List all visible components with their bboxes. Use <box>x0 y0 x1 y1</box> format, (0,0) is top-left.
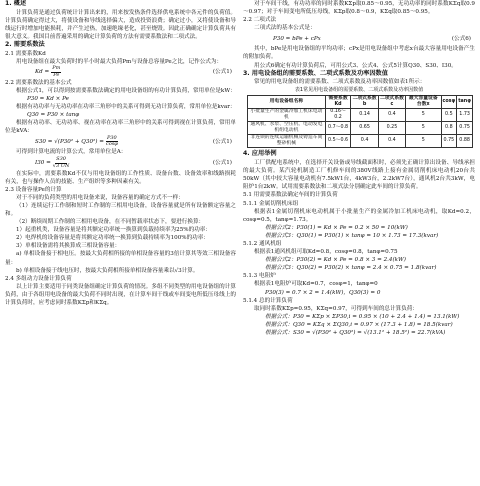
section-2-3-item-2b: 2）电焊机的设备容量是将其额定功率统一换算到负载持续率为100%的功率： <box>16 235 209 242</box>
table-cell: 0.5～0.6 <box>325 135 351 148</box>
table-header-cell: 二项式系数 c <box>379 96 404 108</box>
table-cell: 0.4 <box>378 135 405 148</box>
formula-5-tag: (公式1) <box>212 159 232 166</box>
table-cell: 5 <box>406 122 442 135</box>
section-2-3-item-3a: a) 单相设备接于相电压。按最大负荷相所接的单相设备容量的3倍计算其等效三相设备容量： <box>5 251 236 266</box>
formula-6-tag: (公式6) <box>451 35 471 42</box>
section-5-1-2-paragraph: 根据表1通风机组可取Kd=0.8，cosφ=0.8，tanφ=0.75 <box>254 249 398 256</box>
table-1-caption: 表1常见用电设备组的需要系数、二项式系数及功率因数值 <box>294 87 424 94</box>
formula-6 <box>243 32 475 45</box>
equation-5-1-4-c: 根据公式：S30 = √(P30² + Q30²) = √(13.1² + 18.5²) = 22.7(kVA) <box>265 330 446 336</box>
section-1-heading: 1. 概述 <box>5 0 27 7</box>
table-cell: 0.8 <box>441 122 457 135</box>
equation-5-1-3: P30(3) = 0.7 × 2 = 1.4(kW)，Q30(3) = 0 <box>265 289 381 296</box>
section-5-1-3-heading: 5.1.3 电阻炉 <box>243 273 276 280</box>
formula-5-denominator: √3 UN <box>52 162 70 169</box>
formula-4-numerator: P30 <box>106 134 117 141</box>
table-cell: 0.5 <box>441 109 457 122</box>
table-row <box>248 109 473 122</box>
right-top-paragraph: 对于车间干线，有功功率的同时系数KΣp取0.85～0.95，无功功率的同时系数KΣq取0.9～0.97；对于车间变电所低压母线，KΣp取0.8～0.9，KΣq取0.85～0.95。 <box>243 1 475 16</box>
formula-1-denominator: Pe <box>53 71 60 78</box>
table-cell: 0.88 <box>457 135 473 148</box>
section-2-2b-paragraph-2: 其中，bPe是用电设备组的平均功率；cPx是用电设备组中考虑x台最大容量用电设备产生的附加负荷。 <box>243 46 475 61</box>
equation-5-1-4-b: 根据公式：Q30 = KΣq × ΣQ30,i = 0.97 × (17.3 + 1.8) = 18.5(kvar) <box>265 321 453 328</box>
section-2-3-item-2: （2）断续周期工作制的三相用电设备，在不同暂载率状态下，要进行换算： <box>16 219 205 226</box>
formula-6-body: P30 = bPe + cPx <box>273 35 321 42</box>
table-cell: 小批量生产的金属冷加工机床电动机 <box>248 109 326 122</box>
table-header-cell: tanφ <box>457 96 473 109</box>
formula-3-intro: 根据有功功率与无功功率在功率三角形中的关系可得到无功计算负荷，常用单位是kvar： <box>16 104 236 111</box>
section-5-1-4-paragraph: 取同时系数KΣp=0.95，KΣq=0.97，可得到车间的总计算负荷： <box>254 305 418 312</box>
table-cell: 5 <box>406 135 442 148</box>
section-2-1-paragraph: 用电设备组在最大负荷时的半小时最大负荷Pm与设备总容量Pe之比，记作公式为： <box>16 58 223 65</box>
section-2-3-item-1: （1）连续运行工作制和短时工作制的三相用电设备，设备容量就是所有设备额定容量之和。 <box>5 202 236 217</box>
section-2-2-paragraph-2: 在实际中，需要系数Kd不仅与用电设备组的工作性质、设备台数、设备效率和线路损耗有关，也与操作人员的技能、生产组织等多种因素有关。 <box>5 170 236 185</box>
section-2-3-item-3b: b) 单相设备接于线电压时，按最大负荷相所接单相设备容量乘以√3计算。 <box>16 267 199 274</box>
table-cell: 通风机、水泵、空压机、电动发电机组电动机 <box>248 122 326 135</box>
equation-5-1-4-a: 根据公式：P30 = KΣp × ΣP30,i = 0.95 × (10 + 2.4 + 1.4) = 13.1(kW) <box>265 313 460 320</box>
table-header-cell: 用电设备组名称 <box>248 96 326 109</box>
section-2-3-item-3: 3）单相设备需将其换算成三相设备容量： <box>16 243 121 250</box>
section-2-3-item-2a: 1）起重机类，设备容量是将其额定功率统一换算到负载持续率为25%的功率： <box>16 227 211 234</box>
table-cell: 0.14 <box>351 109 379 122</box>
table-cell: 0.65 <box>351 122 379 135</box>
section-2-3-paragraph: 对于不同的负荷类型的用电设备来说，设备容量的确定方式不一样： <box>16 194 184 201</box>
section-5-1-2-heading: 5.1.2 通风机组 <box>243 240 282 247</box>
formula-1 <box>5 66 236 79</box>
table-cell: 非连锁的连续运输机械及铸造车间整砂机械 <box>248 135 326 148</box>
section-2-2b-paragraph-3: 用公式6确定有功计算负荷后，可用公式3、公式4、公式5计算Q30、S30、I30。 <box>254 62 457 69</box>
table-header-cell: 二项式系数 b <box>352 96 377 108</box>
section-3-paragraph: 常见的用电设备组的需要系数、二项式系数及功率因数值如表1所示： <box>254 79 426 86</box>
table-cell: 1.73 <box>457 109 473 122</box>
section-4-paragraph: 工厂供配电系统中，在选择开关设备或导线截面积时，必须先正确计算出设备、导线承担的最大负荷。某汽轮机制造工厂机修车间的380V线路上接有金属切削机床电动机20台共50kW（其中较大容量电动机有7.5kW1台，4kW3台，2.2kW7台），通风机2台共3kW，电阻炉1台2kW。试用需要系数法和二项式法分别确定此车间的计算负荷。 <box>243 160 475 191</box>
formula-2: P30 = Kd × Pe <box>27 95 69 102</box>
left-column <box>5 0 236 307</box>
equation-5-1-2-a: 根据公式2：P30(2) = Kd × Pe = 0.8 × 3 = 2.4(kW) <box>265 257 406 264</box>
table-cell: 0.7～0.8 <box>325 122 351 135</box>
section-2-2b-heading: 2.2 二项式法 <box>243 17 277 24</box>
section-2-4-paragraph: 以上计算主要适用于同类设备组确定计算负荷的情况。多组不同类型的用电设备组的计算负荷，由于各组用电设备的最大负荷不同时出现，在计算车间干线或车间变电所低压母线上的计算负荷时，应考虑同时系数KΣp和KΣq。 <box>5 283 236 306</box>
coefficient-table <box>247 95 473 148</box>
formula-5-lhs: I30 = <box>35 159 51 166</box>
section-2-3-heading: 2.3 设备容量Pe的计算 <box>5 186 62 193</box>
section-2-2-paragraph: 根据公式1，可以得到按需要系数法确定的用电设备组的有功计算负荷，常用单位是kW： <box>16 87 236 94</box>
section-1-paragraph: 计算负荷是通过负荷统计计算出来的，用来按发热条件选择供电系统中各元件的负荷值。计算负荷确定得过大，将使设备和导线选择偏大，造成投资浪费；确定过小，又将使设备和导线运行时增加电能损耗，并产生过热，加速绝缘老化，甚至烧毁。因此正确确定计算负荷具有很大意义。我国目前普遍采用的确定计算负荷的方法有需要系数法和二项式法。 <box>5 9 236 40</box>
formula-1-numerator: Pm <box>52 65 61 72</box>
section-5-1-1-paragraph: 根据表1金属切削机床电动机属于小批量生产的金属冷加工机床电动机，取Kd=0.2，cosφ=0.5，tanφ=1.73。 <box>243 208 475 223</box>
table-row <box>248 122 473 135</box>
section-2-2b-paragraph-1: 二项式法的基本公式是： <box>254 25 316 32</box>
section-2-4-heading: 2.4 多组动力设备计算负荷 <box>5 275 72 282</box>
section-5-1-4-heading: 5.1.4 总的计算负荷 <box>243 297 293 304</box>
table-cell: 0.75 <box>441 135 457 148</box>
table-cell: 0.4 <box>351 135 379 148</box>
section-2-heading: 2. 需要系数法 <box>5 40 45 48</box>
section-2-1-heading: 2.1 需要系数Kd <box>5 50 46 57</box>
right-column <box>243 0 475 337</box>
table-cell: 0.4 <box>378 109 405 122</box>
table-cell: 5 <box>406 109 442 122</box>
section-4-heading: 4. 应用举例 <box>243 150 277 158</box>
table-cell: 0.75 <box>457 122 473 135</box>
formula-5-intro: 可得到计算电流的计算公式，常用单位是A： <box>16 149 127 156</box>
section-2-2-heading: 2.2 需要系数法的基本公式 <box>5 79 72 86</box>
section-5-1-1-heading: 5.1.1 金属切削机床组 <box>243 200 299 207</box>
formula-1-tag: (公式1) <box>212 69 232 76</box>
formula-4-denominator: cosφ <box>105 141 118 148</box>
equation-5-1-1-b: 根据公式3：Q30(1) = P30(1) × tanφ = 10 × 1.73 = 17.3(kvar) <box>265 232 439 239</box>
table-cell: 0.16～0.2 <box>325 109 351 122</box>
formula-4-tag: (公式1) <box>212 138 232 145</box>
table-header-row <box>248 96 473 109</box>
table-header-cell: 需要系数Kd <box>325 96 351 109</box>
formula-3: Q30 = P30 × tanφ <box>27 112 80 119</box>
formula-5 <box>5 157 236 170</box>
table-header-cell: cosφ <box>441 96 457 109</box>
table-cell: 0.25 <box>378 122 405 135</box>
formula-5-numerator: S30 <box>56 155 66 162</box>
formula-4-lhs: S30 = √(P30² + Q30²) = <box>35 138 104 145</box>
formula-4 <box>5 135 236 148</box>
section-5-1-3-paragraph: 根据表1电阻炉可取Kd=0.7，cosφ=1，tanφ=0 <box>254 281 378 288</box>
equation-5-1-2-b: 根据公式3：Q30(2) = P30(2) × tanφ = 2.4 × 0.75 = 1.8(kvar) <box>265 265 437 272</box>
formula-1-lhs: Kd = <box>35 69 50 76</box>
table-header-cell: 最大容量设备台数x <box>406 96 442 109</box>
section-3-heading: 3. 用电设备组的需要系数、二项式系数及功率因数值 <box>243 69 388 77</box>
equation-5-1-1-a: 根据公式2：P30(1) = Kd × Pe = 0.2 × 50 = 10(kW) <box>265 224 408 231</box>
section-5-1-heading: 5.1 用需要系数法确定车间的计算负荷 <box>243 192 338 199</box>
table-row <box>248 135 473 148</box>
formula-4-intro: 根据有功功率、无功功率、视在功率在功率三角形中的关系可得到视在计算负荷，常用单位是kVA： <box>5 120 236 135</box>
